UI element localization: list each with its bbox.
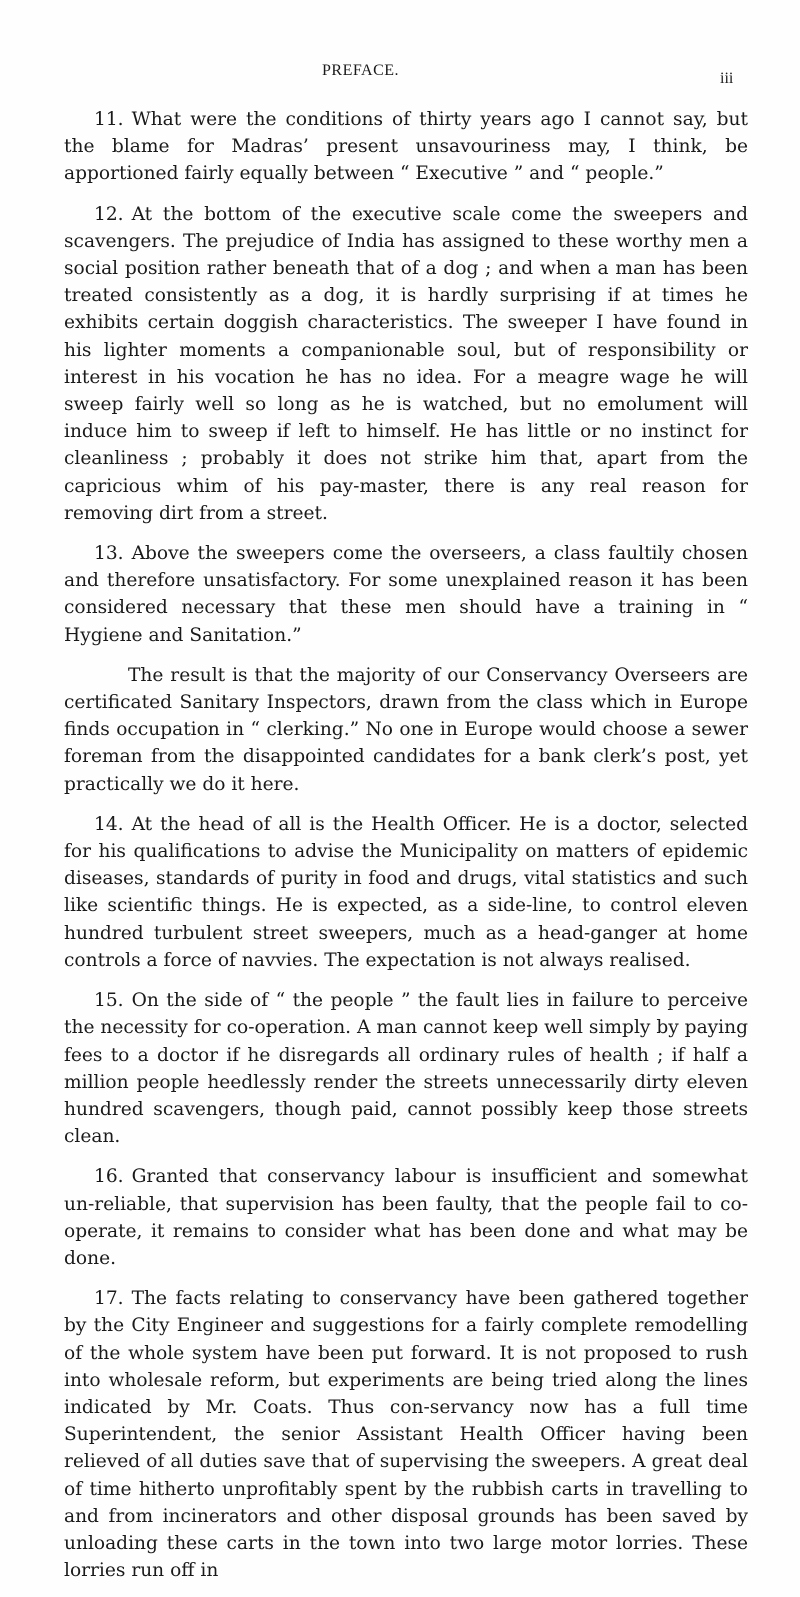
paragraph-text: At the head of all is the Health Officer. He is a doctor, selected for his qualifications to advise the Municipality on matters of epidemic diseases, standards of purity in food and drugs, vital statistics and such like scientific things. He is expected, as a side-line, to control eleven hundred turbulent street sweepers, much as a head-ganger at home controls a force of navvies. The expectation is not always realised. (64, 813, 748, 971)
paragraph-text: Granted that conservancy labour is insufficient and somewhat un-reliable, that supervision has been faulty, that the people fail to co-operate, it remains to consider what has been done and what may be done. (64, 1166, 748, 1269)
paragraph-number: 16. (94, 1166, 124, 1188)
paragraph-16 (64, 1163, 748, 1272)
paragraph-11 (64, 106, 748, 188)
paragraph-text: The result is that the majority of our Conservancy Overseers are certificated Sanitary Inspectors, drawn from the class which in Europe finds occupation in “ clerking.” No one in Europe would choose a sewer foreman from the disappointed candidates for a bank clerk’s post, yet practically we do it here. (64, 664, 748, 795)
paragraph-14 (64, 811, 748, 974)
paragraph-number: 12. (94, 203, 124, 225)
paragraph-text: On the side of “ the people ” the fault lies in failure to perceive the necessity for co-operation. A man cannot keep well simply by paying fees to a doctor if he disregards all ordinary rules of health ; if half a million people heedlessly render the streets unnecessarily dirty eleven hundred scavengers, though paid, cannot possibly keep those streets clean. (64, 990, 748, 1148)
paragraph-12 (64, 201, 748, 527)
paragraph-text: The facts relating to conservancy have been gathered together by the City Engineer and suggestions for a fairly complete remodelling of the whole system have been put forward. It is not proposed to rush into wholesale reform, but experiments are being tried along the lines indicated by Mr. Coats. Thus con-servancy now has a full time Superintendent, the senior Assistant Health Officer having been relieved of all duties save that of supervising the sweepers. A great deal of time hitherto unprofitably spent by the rubbish carts in travelling to and from incinerators and other disposal grounds has been saved by unloading these carts in the town into two large motor lorries. These lorries run off in (64, 1288, 748, 1582)
paragraph-13 (64, 540, 748, 649)
body-text (64, 106, 748, 1597)
paragraph-number: 11. (94, 109, 124, 130)
paragraph-number: 13. (94, 543, 124, 565)
paragraph-number: 14. (94, 813, 124, 835)
paragraph-text: Above the sweepers come the overseers, a class faultily chosen and therefore unsatisfactory. For some unexplained reason it has been considered necessary that these men should have a training in “ Hygiene and Sanitation.” (64, 543, 748, 646)
paragraph-13-continuation (64, 662, 748, 798)
paragraph-15 (64, 987, 748, 1150)
paragraph-text: At the bottom of the executive scale come the sweepers and scavengers. The prejudice of India has assigned to these worthy men a social position rather beneath that of a dog ; and when a man has been treated consistently as a dog, it is hardly surprising if at times he exhibits certain doggish characteristics. The sweeper I have found in his lighter moments a companionable soul, but of responsibility or interest in his vocation he has no idea. For a meagre wage he will sweep fairly well so long as he is watched, but no emolument will induce him to sweep if left to himself. He has little or no instinct for cleanliness ; probably it does not strike him that, apart from the capricious whim of his pay-master, there is any real reason for removing dirt from a street. (64, 203, 748, 524)
paragraph-17 (64, 1285, 748, 1584)
paragraph-text: What were the conditions of thirty years ago I cannot say, but the blame for Madras’ present unsavouriness may, I think, be apportioned fairly equally between “ Executive ” and “ people.” (64, 109, 748, 185)
page-number: iii (720, 70, 734, 87)
paragraph-number: 15. (94, 990, 124, 1012)
running-head: PREFACE. (322, 62, 400, 79)
paragraph-number: 17. (94, 1288, 124, 1310)
